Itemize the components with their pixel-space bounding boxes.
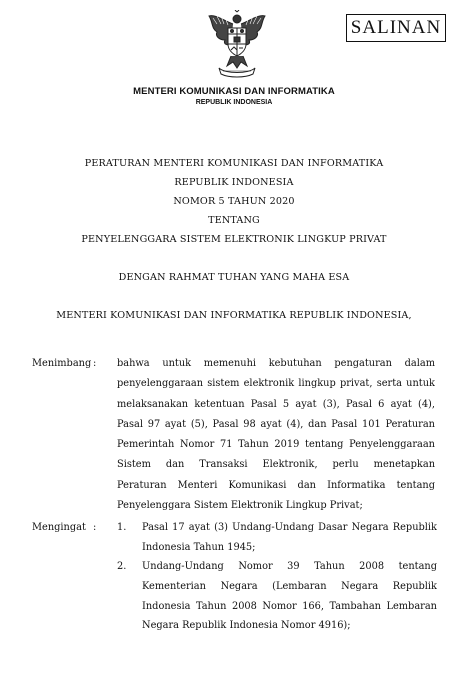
- paragraph-line: Pemerintah Nomor 71 Tahun 2019 tentang Penyelenggaraan: [117, 439, 435, 451]
- issuer-line: MENTERI KOMUNIKASI DAN INFORMATIKA REPUBLIK INDONESIA,: [56, 310, 412, 321]
- item-line: Indonesia Tahun 1945;: [142, 541, 256, 553]
- menimbang-label: Menimbang: [32, 358, 92, 369]
- item-line: Undang-Undang Nomor 39 Tahun 2008 tentang: [142, 561, 437, 572]
- item-body: [142, 557, 437, 636]
- country-name: REPUBLIK INDONESIA: [195, 99, 273, 106]
- paragraph-line: melaksanakan ketentuan Pasal 5 ayat (3), Pasal 6 ayat (4),: [117, 398, 435, 410]
- paragraph-line: Peraturan Menteri Komunikasi dan Informatika tentang: [117, 479, 435, 491]
- item-number: 2.: [117, 561, 127, 572]
- regulation-title-line: REPUBLIK INDONESIA: [174, 177, 294, 188]
- item-line: Kementerian Negara (Lembaran Negara Republik: [142, 580, 437, 592]
- item-number: 1.: [117, 522, 127, 533]
- paragraph-line: Pasal 97 ayat (5), Pasal 98 ayat (4), dan Pasal 101 Peraturan: [117, 418, 435, 430]
- regulation-title-line: PERATURAN MENTERI KOMUNIKASI DAN INFORMATIKA: [84, 158, 384, 169]
- regulation-subject: PENYELENGGARA SISTEM ELEKTRONIK LINGKUP PRIVAT: [81, 234, 387, 245]
- menimbang-colon: :: [93, 358, 97, 369]
- regulation-number: NOMOR 5 TAHUN 2020: [173, 196, 295, 207]
- item-line: Pasal 17 ayat (3) Undang-Undang Dasar Negara Republik: [142, 522, 437, 533]
- paragraph-line: Penyelenggara Sistem Elektronik Lingkup Privat;: [117, 500, 363, 512]
- invocation: DENGAN RAHMAT TUHAN YANG MAHA ESA: [118, 272, 350, 283]
- garuda-emblem: [205, 10, 269, 78]
- paragraph-line: penyelenggaraan sistem elektronik lingkup privat, serta untuk: [117, 378, 435, 390]
- mengingat-label: Mengingat: [32, 522, 86, 533]
- paragraph-line: Sistem dan Transaksi Elektronik, perlu menetapkan: [117, 459, 435, 471]
- item-line: Indonesia Tahun 2008 Nomor 166, Tambahan Lembaran: [142, 600, 437, 612]
- paragraph-line: bahwa untuk memenuhi kebutuhan pengaturan dalam: [117, 358, 435, 369]
- ministry-name: MENTERI KOMUNIKASI DAN INFORMATIKA: [133, 86, 335, 97]
- item-line: Negara Republik Indonesia Nomor 4916);: [142, 620, 351, 632]
- item-body: [142, 518, 437, 558]
- menimbang-paragraph: [117, 354, 435, 516]
- regulation-tentang: TENTANG: [208, 215, 260, 226]
- mengingat-colon: :: [93, 522, 97, 533]
- salinan-stamp: SALINAN: [346, 14, 446, 42]
